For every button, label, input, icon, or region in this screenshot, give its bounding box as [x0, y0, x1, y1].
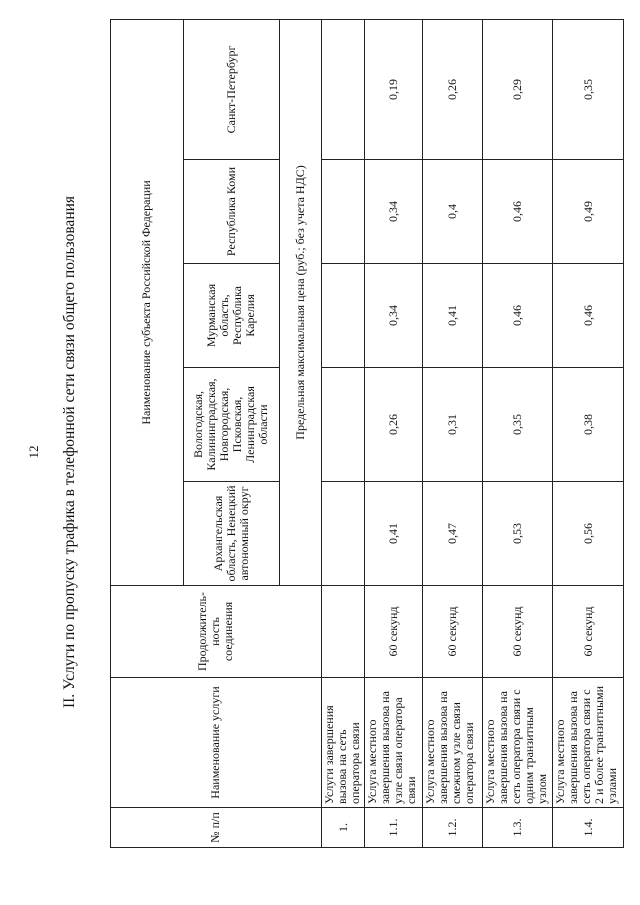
row-duration: 60 секунд [482, 586, 553, 678]
header-num: № п/п [111, 808, 322, 848]
table-row [422, 19, 482, 847]
group-num: 1. [321, 808, 365, 848]
row-service-name: Услуга местного завершения вызова на сеть оператора связи с одним транзитным узлом [482, 678, 553, 808]
row-price: 0,26 [365, 368, 422, 482]
row-price: 0,41 [365, 482, 422, 586]
row-price: 0,4 [422, 160, 482, 264]
row-price: 0,56 [553, 482, 624, 586]
row-price: 0,19 [365, 19, 422, 159]
group-name: Услуги завершения вызова на сеть оператора связи [321, 678, 365, 808]
row-price: 0,34 [365, 160, 422, 264]
group-empty-cell [321, 368, 365, 482]
header-region-3: Республика Коми [183, 160, 280, 264]
row-price: 0,26 [422, 19, 482, 159]
row-num: 1.2. [422, 808, 482, 848]
header-region-1: Вологодская, Калининградская, Новгородская, Псковская, Ленинградская области [183, 368, 280, 482]
row-num: 1.1. [365, 808, 422, 848]
table-row [365, 19, 422, 847]
row-price: 0,41 [422, 264, 482, 368]
tariff-table-container [110, 20, 624, 848]
header-region-0: Архангельская область, Ненецкий автономный округ [183, 482, 280, 586]
group-empty-cell [321, 586, 365, 678]
row-price: 0,38 [553, 368, 624, 482]
row-price: 0,46 [553, 264, 624, 368]
row-service-name: Услуга местного завершения вызова на узле связи оператора связи [365, 678, 422, 808]
row-duration: 60 секунд [365, 586, 422, 678]
row-service-name: Услуга местного завершения вызова на смежном узле связи оператора связи [422, 678, 482, 808]
row-duration: 60 секунд [553, 586, 624, 678]
row-service-name: Услуга местного завершения вызова на сеть оператора связи с 2 и более транзитными узлами [553, 678, 624, 808]
header-price: Предельная максимальная цена (руб.; без учета НДС) [280, 19, 322, 585]
table-row [482, 19, 553, 847]
group-empty-cell [321, 264, 365, 368]
header-region-2: Мурманская область, Республика Карелия [183, 264, 280, 368]
row-num: 1.3. [482, 808, 553, 848]
row-duration: 60 секунд [422, 586, 482, 678]
row-price: 0,35 [553, 19, 624, 159]
row-price: 0,49 [553, 160, 624, 264]
group-empty-cell [321, 160, 365, 264]
row-price: 0,31 [422, 368, 482, 482]
group-empty-cell [321, 19, 365, 159]
header-duration: Продолжитель-ность соединения [111, 586, 322, 678]
row-price: 0,46 [482, 264, 553, 368]
group-empty-cell [321, 482, 365, 586]
header-region-4: Санкт-Петербург [183, 19, 280, 159]
tariff-table [110, 19, 624, 848]
page-number: 12 [26, 445, 41, 459]
row-price: 0,47 [422, 482, 482, 586]
row-price: 0,35 [482, 368, 553, 482]
row-price: 0,53 [482, 482, 553, 586]
table-row [553, 19, 624, 847]
row-price: 0,46 [482, 160, 553, 264]
header-subject: Наименование субъекта Российской Федерации [111, 19, 184, 585]
section-heading: II. Услуги по пропуску трафика в телефонной сети связи общего пользования [61, 195, 78, 709]
row-price: 0,34 [365, 264, 422, 368]
header-service-name: Наименование услуги [111, 678, 322, 808]
row-num: 1.4. [553, 808, 624, 848]
row-price: 0,29 [482, 19, 553, 159]
